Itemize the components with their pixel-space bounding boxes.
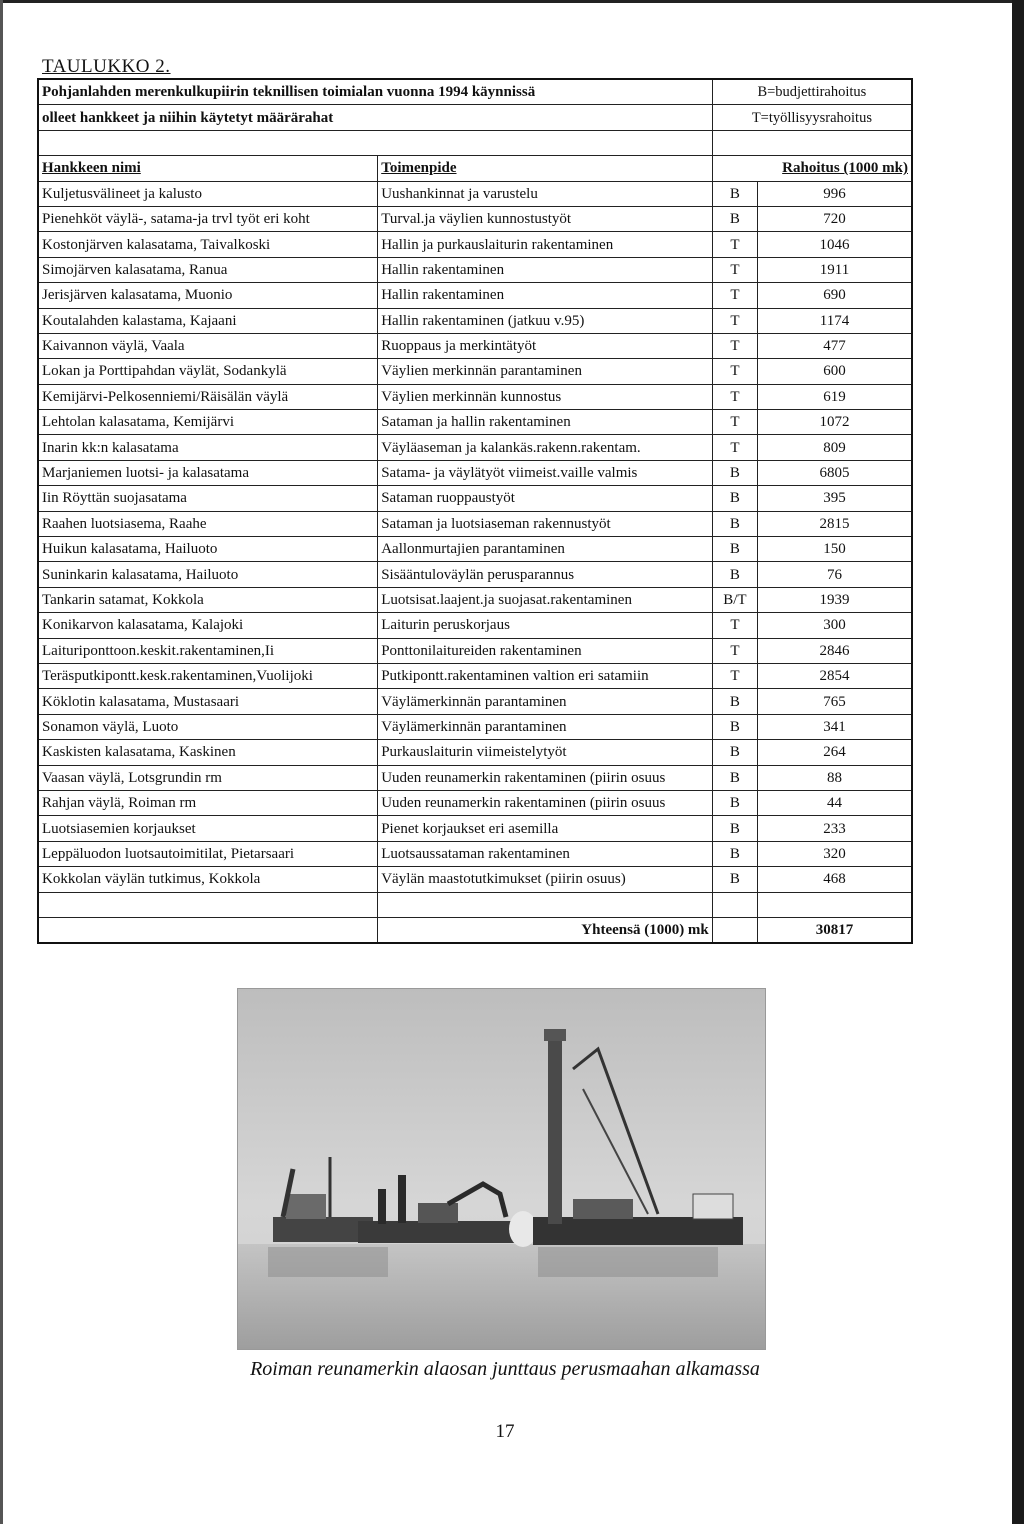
row-name: Köklotin kalasatama, Mustasaari bbox=[38, 689, 378, 714]
row-funding-type: T bbox=[712, 308, 757, 333]
spacer-cell bbox=[378, 892, 713, 917]
row-amount: 765 bbox=[758, 689, 912, 714]
row-action: Ponttonilaitureiden rakentaminen bbox=[378, 638, 713, 663]
row-action: Hallin ja purkauslaiturin rakentaminen bbox=[378, 232, 713, 257]
row-action: Uuden reunamerkin rakentaminen (piirin osuus bbox=[378, 790, 713, 815]
row-amount: 468 bbox=[758, 867, 912, 892]
table-row bbox=[38, 460, 912, 485]
row-action: Sisääntuloväylän perusparannus bbox=[378, 562, 713, 587]
table-title-line1: Pohjanlahden merenkulkupiirin teknillisen toimialan vuonna 1994 käynnissä bbox=[38, 79, 712, 105]
table-row bbox=[38, 790, 912, 815]
row-amount: 1072 bbox=[758, 410, 912, 435]
header-row bbox=[38, 156, 912, 181]
row-amount: 320 bbox=[758, 841, 912, 866]
row-funding-type: B bbox=[712, 816, 757, 841]
row-name: Pienehköt väylä-, satama-ja trvl työt eri koht bbox=[38, 206, 378, 231]
table-row bbox=[38, 511, 912, 536]
row-name: Lehtolan kalasatama, Kemijärvi bbox=[38, 410, 378, 435]
row-action: Uuden reunamerkin rakentaminen (piirin osuus bbox=[378, 765, 713, 790]
row-funding-type: B bbox=[712, 740, 757, 765]
row-amount: 1939 bbox=[758, 587, 912, 612]
table-row bbox=[38, 206, 912, 231]
row-amount: 88 bbox=[758, 765, 912, 790]
spacer-row bbox=[38, 130, 912, 155]
spacer-cell bbox=[38, 130, 712, 155]
row-action: Turval.ja väylien kunnostustyöt bbox=[378, 206, 713, 231]
row-name: Raahen luotsiasema, Raahe bbox=[38, 511, 378, 536]
row-funding-type: B bbox=[712, 790, 757, 815]
row-name: Rahjan väylä, Roiman rm bbox=[38, 790, 378, 815]
spacer-cell bbox=[758, 892, 912, 917]
row-funding-type: T bbox=[712, 257, 757, 282]
table-row bbox=[38, 410, 912, 435]
page-edge-right bbox=[1012, 0, 1024, 1524]
page-number: 17 bbox=[495, 1421, 515, 1442]
table-row bbox=[38, 841, 912, 866]
table-row bbox=[38, 587, 912, 612]
row-amount: 809 bbox=[758, 435, 912, 460]
row-amount: 150 bbox=[758, 537, 912, 562]
row-funding-type: B bbox=[712, 689, 757, 714]
table-row bbox=[38, 714, 912, 739]
table-row bbox=[38, 562, 912, 587]
row-name: Iin Röyttän suojasatama bbox=[38, 486, 378, 511]
table-row bbox=[38, 181, 912, 206]
row-funding-type: B bbox=[712, 867, 757, 892]
row-amount: 720 bbox=[758, 206, 912, 231]
table-row bbox=[38, 435, 912, 460]
title-row-2 bbox=[38, 105, 912, 130]
row-name: Leppäluodon luotsautoimitilat, Pietarsaari bbox=[38, 841, 378, 866]
legend-employment: T=työllisyysrahoitus bbox=[712, 105, 912, 130]
row-funding-type: T bbox=[712, 359, 757, 384]
row-action: Putkipontt.rakentaminen valtion eri satamiin bbox=[378, 663, 713, 688]
row-funding-type: T bbox=[712, 232, 757, 257]
row-name: Kuljetusvälineet ja kalusto bbox=[38, 181, 378, 206]
row-name: Kaskisten kalasatama, Kaskinen bbox=[38, 740, 378, 765]
table-row bbox=[38, 765, 912, 790]
table-row bbox=[38, 740, 912, 765]
row-name: Teräsputkipontt.kesk.rakentaminen,Vuolijoki bbox=[38, 663, 378, 688]
row-action: Luotsisat.laajent.ja suojasat.rakentaminen bbox=[378, 587, 713, 612]
row-name: Simojärven kalasatama, Ranua bbox=[38, 257, 378, 282]
row-amount: 1911 bbox=[758, 257, 912, 282]
row-name: Huikun kalasatama, Hailuoto bbox=[38, 537, 378, 562]
row-amount: 2815 bbox=[758, 511, 912, 536]
row-funding-type: B bbox=[712, 206, 757, 231]
spacer-cell bbox=[712, 130, 912, 155]
table-row bbox=[38, 486, 912, 511]
row-funding-type: B bbox=[712, 714, 757, 739]
row-amount: 44 bbox=[758, 790, 912, 815]
row-name: Suninkarin kalasatama, Hailuoto bbox=[38, 562, 378, 587]
row-name: Kemijärvi-Pelkosenniemi/Räisälän väylä bbox=[38, 384, 378, 409]
row-funding-type: T bbox=[712, 435, 757, 460]
spacer-cell bbox=[38, 892, 378, 917]
row-amount: 477 bbox=[758, 333, 912, 358]
row-amount: 395 bbox=[758, 486, 912, 511]
row-amount: 2854 bbox=[758, 663, 912, 688]
row-action: Satama- ja väylätyöt viimeist.vaille valmis bbox=[378, 460, 713, 485]
total-row bbox=[38, 917, 912, 943]
header-name: Hankkeen nimi bbox=[38, 156, 378, 181]
row-action: Hallin rakentaminen (jatkuu v.95) bbox=[378, 308, 713, 333]
table-row bbox=[38, 283, 912, 308]
row-amount: 600 bbox=[758, 359, 912, 384]
table-heading: TAULUKKO 2. bbox=[42, 56, 171, 77]
row-action: Väylien merkinnän kunnostus bbox=[378, 384, 713, 409]
row-amount: 996 bbox=[758, 181, 912, 206]
total-value: 30817 bbox=[758, 917, 912, 943]
row-amount: 1174 bbox=[758, 308, 912, 333]
table-row bbox=[38, 308, 912, 333]
row-action: Väyläaseman ja kalankäs.rakenn.rakentam. bbox=[378, 435, 713, 460]
row-action: Ruoppaus ja merkintätyöt bbox=[378, 333, 713, 358]
row-name: Vaasan väylä, Lotsgrundin rm bbox=[38, 765, 378, 790]
table-row bbox=[38, 359, 912, 384]
row-funding-type: T bbox=[712, 283, 757, 308]
spacer-row bbox=[38, 892, 912, 917]
row-amount: 6805 bbox=[758, 460, 912, 485]
funding-table bbox=[37, 78, 913, 944]
table-row bbox=[38, 663, 912, 688]
row-action: Väylien merkinnän parantaminen bbox=[378, 359, 713, 384]
row-amount: 264 bbox=[758, 740, 912, 765]
row-name: Konikarvon kalasatama, Kalajoki bbox=[38, 613, 378, 638]
row-funding-type: B bbox=[712, 562, 757, 587]
row-amount: 300 bbox=[758, 613, 912, 638]
row-name: Inarin kk:n kalasatama bbox=[38, 435, 378, 460]
row-funding-type: T bbox=[712, 333, 757, 358]
table-row bbox=[38, 384, 912, 409]
table-row bbox=[38, 613, 912, 638]
page-edge-top bbox=[0, 0, 1024, 3]
page-edge-left bbox=[0, 0, 3, 1524]
row-funding-type: T bbox=[712, 384, 757, 409]
row-funding-type: T bbox=[712, 613, 757, 638]
row-amount: 233 bbox=[758, 816, 912, 841]
title-row-1 bbox=[38, 79, 912, 105]
table-title-line2: olleet hankkeet ja niihin käytetyt määrärahat bbox=[38, 105, 712, 130]
total-empty-cell bbox=[38, 917, 378, 943]
row-amount: 619 bbox=[758, 384, 912, 409]
row-action: Väylämerkinnän parantaminen bbox=[378, 689, 713, 714]
table-row bbox=[38, 537, 912, 562]
row-funding-type: T bbox=[712, 663, 757, 688]
dredging-photo bbox=[237, 988, 766, 1350]
row-name: Kostonjärven kalasatama, Taivalkoski bbox=[38, 232, 378, 257]
legend-budget: B=budjettirahoitus bbox=[712, 79, 912, 105]
row-action: Laiturin peruskorjaus bbox=[378, 613, 713, 638]
row-name: Marjaniemen luotsi- ja kalasatama bbox=[38, 460, 378, 485]
row-action: Väylämerkinnän parantaminen bbox=[378, 714, 713, 739]
table-row bbox=[38, 333, 912, 358]
row-name: Kaivannon väylä, Vaala bbox=[38, 333, 378, 358]
table-row bbox=[38, 232, 912, 257]
row-action: Luotsaussataman rakentaminen bbox=[378, 841, 713, 866]
row-amount: 690 bbox=[758, 283, 912, 308]
row-name: Laituriponttoon.keskit.rakentaminen,Ii bbox=[38, 638, 378, 663]
row-funding-type: B bbox=[712, 765, 757, 790]
row-funding-type: B bbox=[712, 841, 757, 866]
row-funding-type: B bbox=[712, 511, 757, 536]
table-row bbox=[38, 689, 912, 714]
row-action: Pienet korjaukset eri asemilla bbox=[378, 816, 713, 841]
row-funding-type: B/T bbox=[712, 587, 757, 612]
header-action: Toimenpide bbox=[378, 156, 713, 181]
row-action: Hallin rakentaminen bbox=[378, 257, 713, 282]
spacer-cell bbox=[712, 892, 757, 917]
row-action: Sataman ruoppaustyöt bbox=[378, 486, 713, 511]
table-row bbox=[38, 638, 912, 663]
row-funding-type: T bbox=[712, 410, 757, 435]
table-row bbox=[38, 816, 912, 841]
row-name: Jerisjärven kalasatama, Muonio bbox=[38, 283, 378, 308]
row-name: Lokan ja Porttipahdan väylät, Sodankylä bbox=[38, 359, 378, 384]
row-funding-type: T bbox=[712, 638, 757, 663]
row-funding-type: B bbox=[712, 460, 757, 485]
row-amount: 76 bbox=[758, 562, 912, 587]
total-empty-cell bbox=[712, 917, 757, 943]
photo-caption: Roiman reunamerkin alaosan junttaus perusmaahan alkamassa bbox=[250, 1358, 760, 1380]
row-action: Uushankinnat ja varustelu bbox=[378, 181, 713, 206]
row-name: Tankarin satamat, Kokkola bbox=[38, 587, 378, 612]
row-funding-type: B bbox=[712, 181, 757, 206]
row-name: Koutalahden kalastama, Kajaani bbox=[38, 308, 378, 333]
total-label: Yhteensä (1000) mk bbox=[378, 917, 713, 943]
row-action: Aallonmurtajien parantaminen bbox=[378, 537, 713, 562]
table-row bbox=[38, 257, 912, 282]
row-action: Väylän maastotutkimukset (piirin osuus) bbox=[378, 867, 713, 892]
row-funding-type: B bbox=[712, 486, 757, 511]
header-funding: Rahoitus (1000 mk) bbox=[712, 156, 912, 181]
row-action: Purkauslaiturin viimeistelytyöt bbox=[378, 740, 713, 765]
row-action: Sataman ja hallin rakentaminen bbox=[378, 410, 713, 435]
row-funding-type: B bbox=[712, 537, 757, 562]
row-name: Luotsiasemien korjaukset bbox=[38, 816, 378, 841]
row-action: Sataman ja luotsiaseman rakennustyöt bbox=[378, 511, 713, 536]
row-name: Sonamon väylä, Luoto bbox=[38, 714, 378, 739]
table-row bbox=[38, 867, 912, 892]
row-name: Kokkolan väylän tutkimus, Kokkola bbox=[38, 867, 378, 892]
row-amount: 341 bbox=[758, 714, 912, 739]
row-action: Hallin rakentaminen bbox=[378, 283, 713, 308]
row-amount: 1046 bbox=[758, 232, 912, 257]
row-amount: 2846 bbox=[758, 638, 912, 663]
